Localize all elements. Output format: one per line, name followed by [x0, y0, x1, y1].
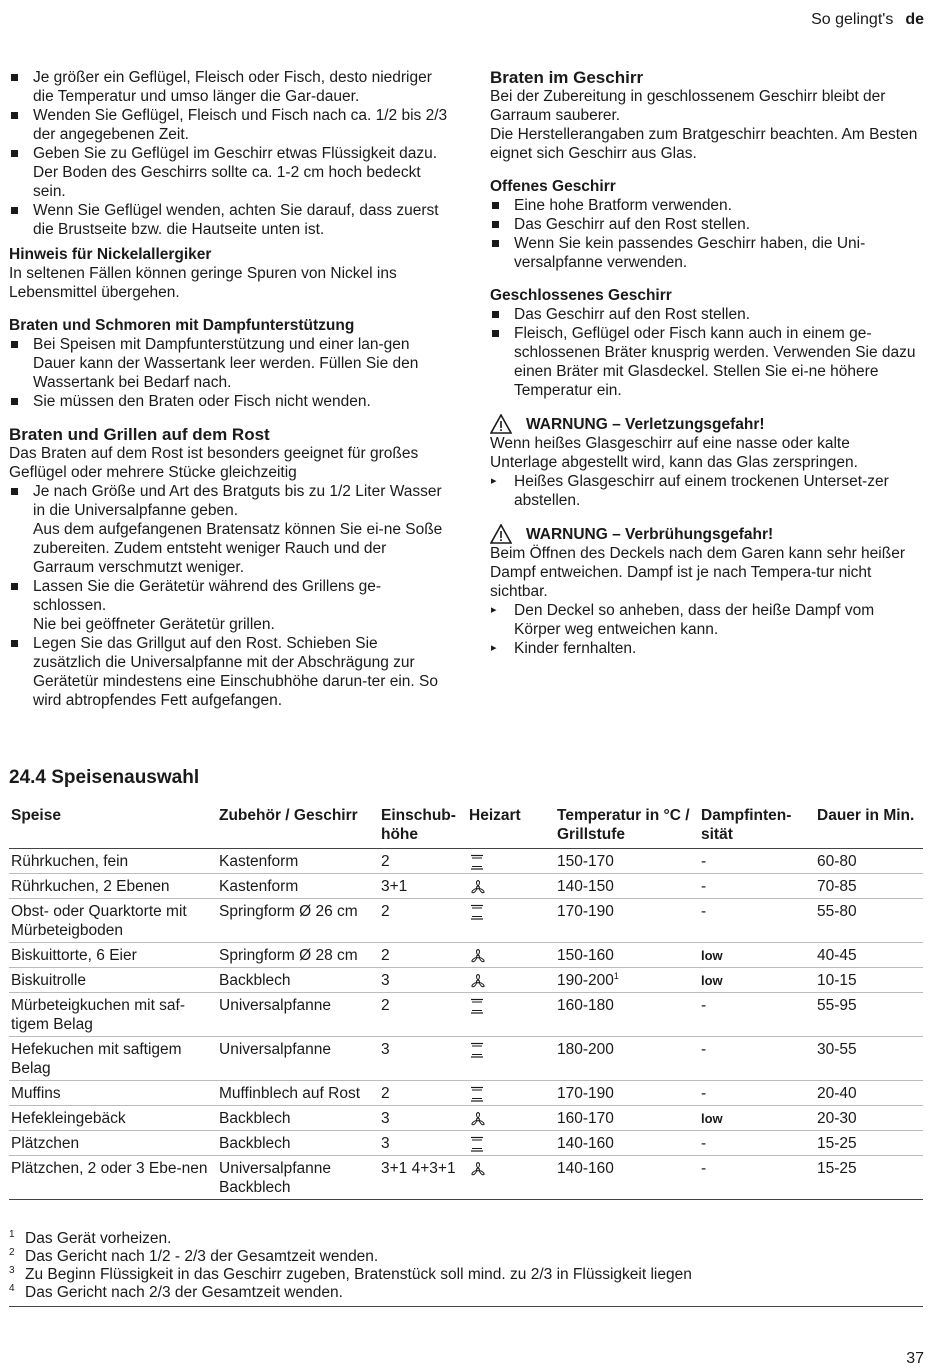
- level-cell: 2: [379, 943, 467, 968]
- level-cell: 3: [379, 968, 467, 993]
- temperature-value: 170-190: [557, 903, 614, 920]
- accessory-cell: Backblech: [217, 1131, 379, 1156]
- warning-triangle-icon: [490, 414, 512, 434]
- table-row: [9, 943, 923, 968]
- list-item-note: Nie bei geöffneter Gerätetür grillen.: [33, 616, 275, 633]
- col-header: Heizart: [467, 805, 555, 849]
- dish-cell: Rührkuchen, 2 Ebenen: [9, 874, 217, 899]
- language-code: de: [905, 11, 924, 28]
- page-header: [811, 10, 924, 29]
- steam-list: [9, 335, 449, 411]
- duration-cell: 15-25: [815, 1156, 923, 1200]
- temperature-value: 140-160: [557, 1160, 614, 1177]
- fan-heat-icon: [469, 1110, 487, 1127]
- list-item: [490, 196, 920, 215]
- accessory-cell: Universalpfanne Backblech: [217, 1156, 379, 1200]
- temperature-value: 160-170: [557, 1110, 614, 1127]
- duration-cell: 55-80: [815, 899, 923, 943]
- nickel-text: In seltenen Fällen können geringe Spuren von Nickel ins Lebensmittel übergehen.: [9, 265, 397, 301]
- fan-heat-icon: [469, 1160, 487, 1177]
- arrow-icon: ▸: [491, 604, 497, 616]
- list-item-text: Wenden Sie Geflügel, Fleisch und Fisch nach ca. 1/2 bis 2/3 der angegebenen Zeit.: [33, 107, 448, 143]
- table-row: [9, 1081, 923, 1106]
- closed-dish-heading: Geschlossenes Geschirr: [490, 287, 672, 304]
- list-item-text: Legen Sie das Grillgut auf den Rost. Schieben Sie zusätzlich die Universalpfanne mit der Abschrägung zur Gerätetür mindestens eine Einschubhöhe darun-ter ein. So wird abtropfendes Fett aufgefangen.: [33, 635, 438, 709]
- table-row: [9, 899, 923, 943]
- accessory-cell: Muffinblech auf Rost: [217, 1081, 379, 1106]
- col-header: Speise: [9, 805, 217, 849]
- heating-cell: [467, 1081, 555, 1106]
- col-header: Einschub-höhe: [379, 805, 467, 849]
- bullet-icon: [11, 583, 18, 590]
- top-bottom-heat-icon: [469, 997, 485, 1014]
- duration-cell: 30-55: [815, 1037, 923, 1081]
- dish-cell: Hefekuchen mit saftigem Belag: [9, 1037, 217, 1081]
- footnote-number: 3: [9, 1265, 15, 1276]
- duration-cell: 20-40: [815, 1081, 923, 1106]
- table-row: [9, 1106, 923, 1131]
- footnote-text: Zu Beginn Flüssigkeit in das Geschirr zugeben, Bratenstück soll mind. zu 2/3 in Flüssigkeit liegen: [25, 1266, 692, 1283]
- fan-heat-icon: [469, 947, 487, 964]
- footnotes: [9, 1230, 923, 1307]
- heating-cell: [467, 899, 555, 943]
- temperature-cell: [555, 1106, 699, 1131]
- steam-cell: -: [699, 1037, 815, 1081]
- level-cell: 3: [379, 1037, 467, 1081]
- table-row: [9, 993, 923, 1037]
- heating-cell: [467, 968, 555, 993]
- temperature-cell: [555, 1131, 699, 1156]
- dish-cell: Rührkuchen, fein: [9, 849, 217, 874]
- list-item: [9, 68, 449, 106]
- list-item-text: Je nach Größe und Art des Bratguts bis zu 1/2 Liter Wasser in die Universalpfanne geben.: [33, 483, 442, 519]
- dish-cell: Plätzchen: [9, 1131, 217, 1156]
- dish-cell: Plätzchen, 2 oder 3 Ebe-nen: [9, 1156, 217, 1200]
- section-title: So gelingt's: [811, 11, 894, 28]
- duration-cell: 10-15: [815, 968, 923, 993]
- dish-text-2: Die Herstellerangaben zum Bratgeschirr beachten. Am Besten eignet sich Geschirr aus Glas.: [490, 126, 918, 162]
- list-item-text: Eine hohe Bratform verwenden.: [514, 197, 732, 214]
- temperature-value: 150-160: [557, 947, 614, 964]
- duration-cell: 15-25: [815, 1131, 923, 1156]
- list-item-text: Je größer ein Geflügel, Fleisch oder Fisch, desto niedriger die Temperatur und umso länger die Gar-dauer.: [33, 69, 432, 105]
- list-item: [490, 215, 920, 234]
- table-row: [9, 874, 923, 899]
- list-item: [9, 144, 449, 201]
- heating-cell: [467, 1156, 555, 1200]
- footnote: [9, 1248, 923, 1266]
- top-bottom-heat-icon: [469, 903, 485, 920]
- bullet-icon: [11, 341, 18, 348]
- temperature-cell: [555, 943, 699, 968]
- level-cell: 2: [379, 899, 467, 943]
- temperature-value: 140-160: [557, 1135, 614, 1152]
- warning-triangle-icon: [490, 524, 512, 544]
- duration-cell: 40-45: [815, 943, 923, 968]
- accessory-cell: Kastenform: [217, 849, 379, 874]
- table-row: [9, 1156, 923, 1200]
- level-cell: 3: [379, 1131, 467, 1156]
- arrow-icon: ▸: [491, 475, 497, 487]
- list-item: [490, 234, 920, 272]
- warning-scald-actions: [490, 601, 920, 658]
- bullet-icon: [11, 112, 18, 119]
- fan-heat-icon: [469, 878, 487, 895]
- bullet-icon: [492, 311, 499, 318]
- food-table: [9, 805, 923, 1200]
- level-cell: 2: [379, 993, 467, 1037]
- list-item-text: Fleisch, Geflügel oder Fisch kann auch in einem ge-schlossenen Bräter knusprig werden. Verwenden Sie dazu einen Bräter mit Glasdeckel. Stellen Sie ei-ne höhere Temperatur ein.: [514, 325, 916, 399]
- heating-cell: [467, 1131, 555, 1156]
- list-item: [9, 577, 449, 634]
- left-column: [9, 68, 449, 710]
- accessory-cell: Universalpfanne: [217, 993, 379, 1037]
- footnote: [9, 1230, 923, 1248]
- temperature-cell: [555, 993, 699, 1037]
- list-item: [490, 305, 920, 324]
- nickel-heading: Hinweis für Nickelallergiker: [9, 246, 212, 263]
- list-item: [9, 335, 449, 392]
- right-column: [490, 68, 920, 658]
- heating-cell: [467, 874, 555, 899]
- warning-injury: [490, 414, 920, 434]
- temperature-value: 180-200: [557, 1041, 614, 1058]
- footnote-number: 1: [9, 1229, 15, 1240]
- level-cell: 2: [379, 1081, 467, 1106]
- warning-injury-title: WARNUNG – Verletzungsgefahr!: [526, 415, 765, 433]
- heating-cell: [467, 943, 555, 968]
- col-header: Dauer in Min.: [815, 805, 923, 849]
- grill-heading: Braten und Grillen auf dem Rost: [9, 425, 270, 444]
- closed-dish-list: [490, 305, 920, 400]
- grill-text: Das Braten auf dem Rost ist besonders geeignet für großes Geflügel oder mehrere Stücke gleichzeitig: [9, 445, 419, 481]
- list-item-text: Bei Speisen mit Dampfunterstützung und einer lan-gen Dauer kann der Wassertank leer werden. Füllen Sie den Wassertank bei Bedarf nach.: [33, 336, 419, 391]
- warning-scald-title: WARNUNG – Verbrühungsgefahr!: [526, 525, 774, 543]
- temperature-value: 170-190: [557, 1085, 614, 1102]
- heating-cell: [467, 849, 555, 874]
- temperature-value: 160-180: [557, 997, 614, 1014]
- table-row: [9, 849, 923, 874]
- bullet-icon: [11, 207, 18, 214]
- warning-injury-actions: [490, 472, 920, 510]
- steam-cell: low: [699, 968, 815, 993]
- dish-cell: Mürbeteigkuchen mit saf-tigem Belag: [9, 993, 217, 1037]
- arrow-icon: ▸: [491, 642, 497, 654]
- level-cell: 3: [379, 1106, 467, 1131]
- temperature-value: 190-200: [557, 972, 614, 989]
- col-header: Dampfinten-sität: [699, 805, 815, 849]
- bullet-icon: [11, 488, 18, 495]
- temperature-cell: [555, 1081, 699, 1106]
- top-bottom-heat-icon: [469, 1041, 485, 1058]
- level-cell: 3+1 4+3+1: [379, 1156, 467, 1200]
- footnote-ref: 1: [613, 970, 619, 981]
- table-row: [9, 1131, 923, 1156]
- bullet-icon: [11, 150, 18, 157]
- temperature-cell: [555, 1156, 699, 1200]
- table-row: [9, 1037, 923, 1081]
- list-item-note: Aus dem aufgefangenen Bratensatz können Sie ei-ne Soße zubereiten. Zudem entsteht weniger Rauch und der Garraum verschmutzt weniger.: [33, 521, 443, 576]
- temperature-cell: [555, 899, 699, 943]
- dish-cell: Biskuitrolle: [9, 968, 217, 993]
- list-item: [9, 201, 449, 239]
- fan-heat-icon: [469, 972, 487, 989]
- duration-cell: 55-95: [815, 993, 923, 1037]
- list-item: [9, 106, 449, 144]
- steam-heading: Braten und Schmoren mit Dampfunterstützung: [9, 317, 355, 334]
- grill-list: [9, 482, 449, 710]
- bullet-icon: [492, 221, 499, 228]
- footnote-text: Das Gerät vorheizen.: [25, 1230, 172, 1247]
- action-text: Kinder fernhalten.: [514, 640, 637, 657]
- footnote-number: 2: [9, 1247, 15, 1258]
- list-item-text: Wenn Sie kein passendes Geschirr haben, die Uni-versalpfanne verwenden.: [514, 235, 866, 271]
- footnote: [9, 1266, 923, 1284]
- accessory-cell: Springform Ø 28 cm: [217, 943, 379, 968]
- list-item-text: Wenn Sie Geflügel wenden, achten Sie darauf, dass zuerst die Brustseite bzw. die Hautseite unten ist.: [33, 202, 439, 238]
- top-bottom-heat-icon: [469, 853, 485, 870]
- dish-heading: Braten im Geschirr: [490, 68, 644, 87]
- temperature-cell: [555, 849, 699, 874]
- action-text: Den Deckel so anheben, dass der heiße Dampf vom Körper weg entweichen kann.: [514, 602, 875, 638]
- accessory-cell: Springform Ø 26 cm: [217, 899, 379, 943]
- steam-cell: -: [699, 1131, 815, 1156]
- list-item-text: Sie müssen den Braten oder Fisch nicht wenden.: [33, 393, 371, 410]
- warning-scald: [490, 524, 920, 544]
- warning-injury-text: Wenn heißes Glasgeschirr auf eine nasse oder kalte Unterlage abgestellt wird, kann das Glas zerspringen.: [490, 435, 858, 471]
- steam-cell: -: [699, 993, 815, 1037]
- list-item: [490, 324, 920, 400]
- action-item: [490, 639, 920, 658]
- accessory-cell: Universalpfanne: [217, 1037, 379, 1081]
- action-text: Heißes Glasgeschirr auf einem trockenen Unterset-zer abstellen.: [514, 473, 889, 509]
- accessory-cell: Backblech: [217, 1106, 379, 1131]
- steam-cell: -: [699, 1081, 815, 1106]
- page-number: 37: [906, 1350, 924, 1367]
- list-item: [9, 482, 449, 577]
- warning-scald-text: Beim Öffnen des Deckels nach dem Garen kann sehr heißer Dampf entweichen. Dampf ist je nach Tempera-tur nicht sichtbar.: [490, 545, 905, 600]
- list-item-text: Geben Sie zu Geflügel im Geschirr etwas Flüssigkeit dazu. Der Boden des Geschirrs sollte ca. 1-2 cm hoch bedeckt sein.: [33, 145, 438, 200]
- level-cell: 3+1: [379, 874, 467, 899]
- action-item: [490, 472, 920, 510]
- list-item: [9, 634, 449, 710]
- heating-cell: [467, 1106, 555, 1131]
- steam-cell: -: [699, 1156, 815, 1200]
- tips-list: [9, 68, 449, 239]
- open-dish-list: [490, 196, 920, 272]
- steam-cell: -: [699, 899, 815, 943]
- temperature-cell: [555, 968, 699, 993]
- level-cell: 2: [379, 849, 467, 874]
- temperature-value: 140-150: [557, 878, 614, 895]
- footnote: [9, 1284, 923, 1302]
- table-title: 24.4 Speisenauswahl: [9, 767, 200, 788]
- list-item: [9, 392, 449, 411]
- duration-cell: 60-80: [815, 849, 923, 874]
- heating-cell: [467, 993, 555, 1037]
- dish-cell: Biskuittorte, 6 Eier: [9, 943, 217, 968]
- duration-cell: 20-30: [815, 1106, 923, 1131]
- steam-cell: low: [699, 943, 815, 968]
- accessory-cell: Kastenform: [217, 874, 379, 899]
- heating-cell: [467, 1037, 555, 1081]
- col-header: Temperatur in °C / Grillstufe: [555, 805, 699, 849]
- accessory-cell: Backblech: [217, 968, 379, 993]
- table-header-row: [9, 805, 923, 849]
- bullet-icon: [11, 398, 18, 405]
- col-header: Zubehör / Geschirr: [217, 805, 379, 849]
- bullet-icon: [11, 640, 18, 647]
- bullet-icon: [11, 74, 18, 81]
- footnote-text: Das Gericht nach 2/3 der Gesamtzeit wenden.: [25, 1284, 343, 1301]
- bullet-icon: [492, 330, 499, 337]
- steam-cell: -: [699, 874, 815, 899]
- list-item-text: Lassen Sie die Gerätetür während des Grillens ge-schlossen.: [33, 578, 382, 614]
- dish-cell: Muffins: [9, 1081, 217, 1106]
- dish-text-1: Bei der Zubereitung in geschlossenem Geschirr bleibt der Garraum sauberer.: [490, 88, 886, 124]
- action-item: [490, 601, 920, 639]
- temperature-cell: [555, 1037, 699, 1081]
- list-item-text: Das Geschirr auf den Rost stellen.: [514, 306, 751, 323]
- temperature-cell: [555, 874, 699, 899]
- list-item-text: Das Geschirr auf den Rost stellen.: [514, 216, 751, 233]
- dish-cell: Obst- oder Quarktorte mit Mürbeteigboden: [9, 899, 217, 943]
- open-dish-heading: Offenes Geschirr: [490, 178, 616, 195]
- top-bottom-heat-icon: [469, 1085, 485, 1102]
- duration-cell: 70-85: [815, 874, 923, 899]
- bullet-icon: [492, 202, 499, 209]
- dish-cell: Hefekleingebäck: [9, 1106, 217, 1131]
- top-bottom-heat-icon: [469, 1135, 485, 1152]
- table-row: [9, 968, 923, 993]
- footnote-text: Das Gericht nach 1/2 - 2/3 der Gesamtzeit wenden.: [25, 1248, 379, 1265]
- temperature-value: 150-170: [557, 853, 614, 870]
- footnote-number: 4: [9, 1283, 15, 1294]
- steam-cell: -: [699, 849, 815, 874]
- steam-cell: low: [699, 1106, 815, 1131]
- bullet-icon: [492, 240, 499, 247]
